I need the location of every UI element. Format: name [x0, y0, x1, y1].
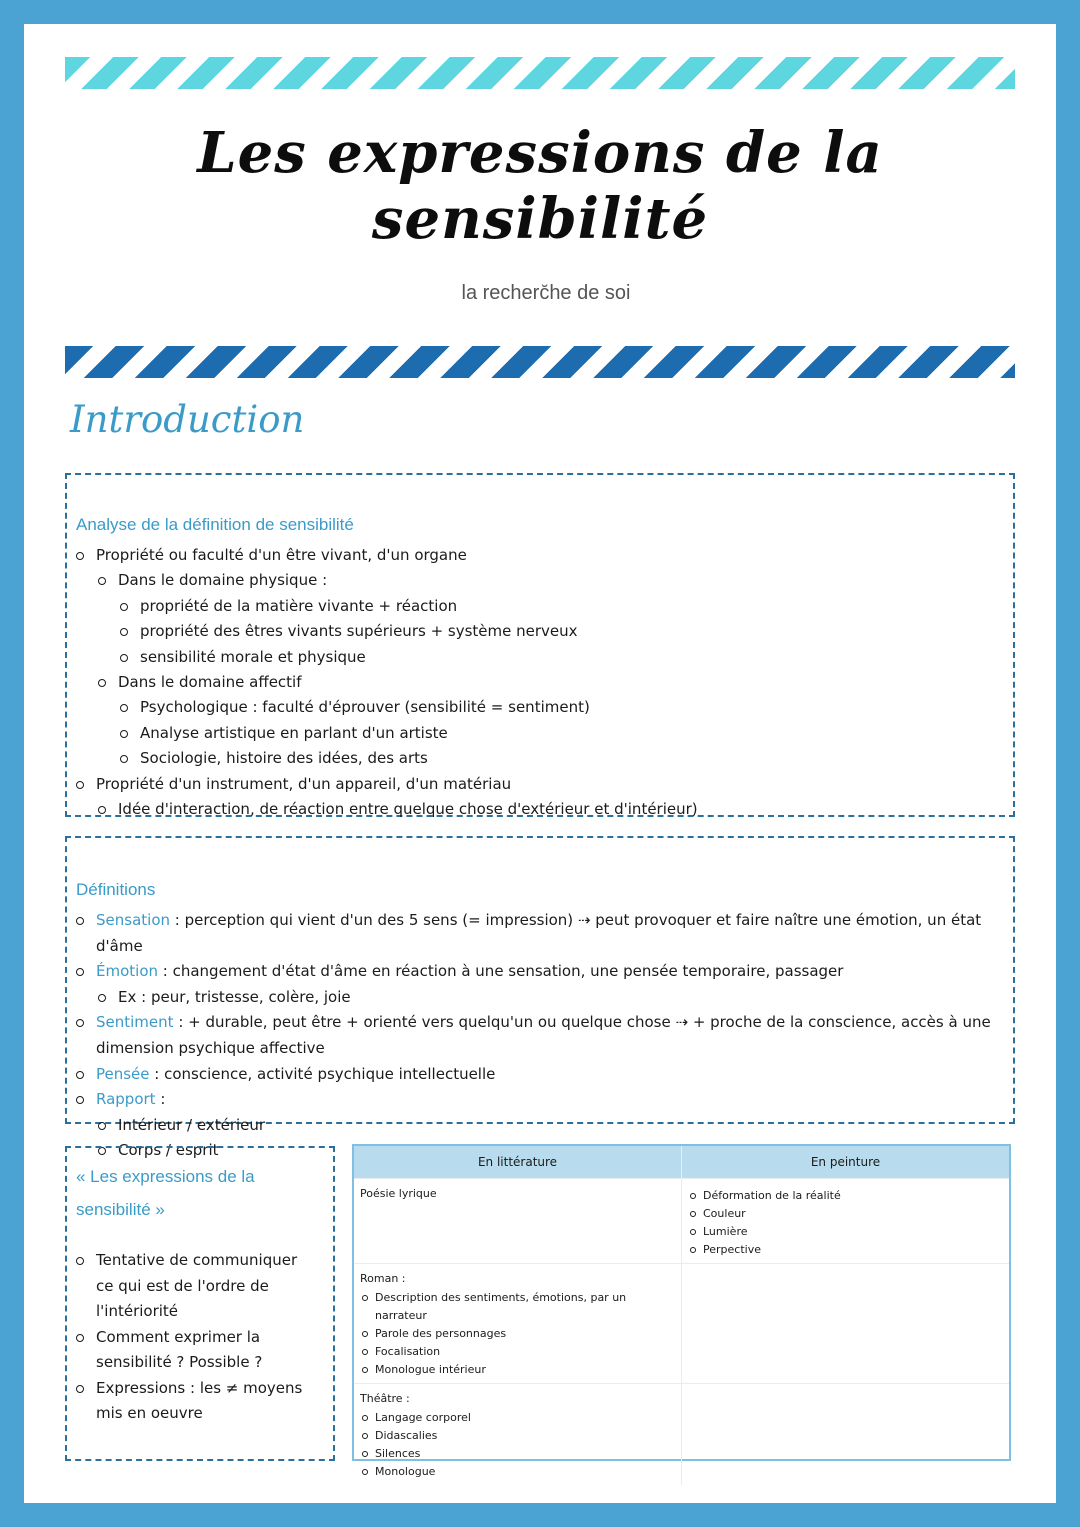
- page: [24, 24, 1056, 1503]
- table-cell-literature: [354, 1264, 682, 1384]
- cell-list-item: Monologue: [360, 1463, 675, 1481]
- list-item: [76, 908, 1001, 959]
- definition-text: Ex : peur, tristesse, colère, joie: [118, 987, 351, 1006]
- list-item: [76, 959, 1001, 985]
- cell-list-item: Perpective: [688, 1241, 1003, 1259]
- cell-list-item: Parole des personnages: [360, 1325, 675, 1343]
- definition-term: Pensée: [96, 1064, 150, 1083]
- decorative-stripe-top: [65, 57, 1015, 89]
- cell-list-item: Silences: [360, 1445, 675, 1463]
- cell-list-item: Couleur: [688, 1205, 1003, 1223]
- bullet-list: [76, 1248, 316, 1427]
- list-item: Psychologique : faculté d'éprouver (sensibilité = sentiment): [76, 695, 996, 720]
- table-header-painting: En peinture: [682, 1146, 1010, 1179]
- definition-text: :: [155, 1090, 166, 1109]
- definition-text: Corps / esprit: [118, 1141, 219, 1160]
- table-cell-painting: [682, 1264, 1010, 1384]
- list-item: Comment exprimer la sensibilité ? Possible ?: [76, 1325, 316, 1376]
- definition-text: Intérieur / extérieur: [118, 1115, 266, 1134]
- bullet-list: [76, 543, 996, 822]
- cell-list-item: Lumière: [688, 1223, 1003, 1241]
- definition-term: Émotion: [96, 962, 158, 981]
- table-cell-painting: [682, 1384, 1010, 1486]
- list-item: Expressions : les ≠ moyens mis en oeuvre: [76, 1376, 316, 1427]
- list-item: Sociologie, histoire des idées, des arts: [76, 746, 996, 771]
- list-item: Dans le domaine physique :: [76, 568, 996, 593]
- list-item: [76, 1087, 1001, 1113]
- list-item: [76, 1062, 1001, 1088]
- cell-list: [360, 1409, 675, 1481]
- cell-title: Roman :: [360, 1272, 406, 1285]
- box-title: « Les expressions de la sensibilité »: [76, 1167, 255, 1219]
- list-item: sensibilité morale et physique: [76, 645, 996, 670]
- definition-term: Sentiment: [96, 1013, 174, 1032]
- list-item: Propriété ou faculté d'un être vivant, d'un organe: [76, 543, 996, 568]
- definitions-box: [65, 836, 1015, 1160]
- decorative-stripe-middle: [65, 346, 1015, 378]
- list-item: [76, 985, 1001, 1011]
- page-subtitle: la recherc̆he de soi: [461, 282, 631, 304]
- cell-title: Poésie lyrique: [360, 1187, 437, 1200]
- bullet-list: [76, 908, 1001, 1164]
- list-item: Propriété d'un instrument, d'un appareil, d'un matériau: [76, 772, 996, 797]
- cell-title: Théâtre :: [360, 1392, 410, 1405]
- definition-text: : conscience, activité psychique intellectuelle: [149, 1064, 496, 1083]
- definition-text: : perception qui vient d'un des 5 sens (= impression) ⇢ peut provoquer et faire naître une émotion, un état d'âme: [96, 911, 982, 955]
- table-cell-painting: [682, 1179, 1010, 1264]
- expressions-box: [65, 1146, 335, 1461]
- table-row: [354, 1179, 1009, 1264]
- comparison-table: [352, 1144, 1011, 1478]
- cell-list-item: Description des sentiments, émotions, par un narrateur: [360, 1289, 675, 1325]
- table-header-literature: En littérature: [354, 1146, 682, 1179]
- page-title: Les expressions de la sensibilité: [197, 120, 883, 252]
- cell-list-item: Focalisation: [360, 1343, 675, 1361]
- cell-list-item: Didascalies: [360, 1427, 675, 1445]
- definition-term: Sensation: [96, 911, 170, 929]
- definition-analysis-box: [65, 473, 1015, 817]
- definition-term: Rapport: [96, 1090, 156, 1109]
- definition-text: : changement d'état d'âme en réaction à une sensation, une pensée temporaire, passager: [158, 962, 844, 981]
- cell-list: [688, 1187, 1003, 1259]
- cell-list-item: Langage corporel: [360, 1409, 675, 1427]
- table-row: [354, 1264, 1009, 1384]
- box-title: Définitions: [76, 880, 156, 899]
- list-item: Tentative de communiquer ce qui est de l'ordre de l'intériorité: [76, 1248, 316, 1325]
- table-cell-literature: [354, 1179, 682, 1264]
- table-row: [354, 1384, 1009, 1486]
- section-title: Introduction: [70, 398, 305, 441]
- cell-list-item: Monologue intérieur: [360, 1361, 675, 1379]
- list-item: propriété de la matière vivante + réaction: [76, 594, 996, 619]
- list-item: Analyse artistique en parlant d'un artiste: [76, 721, 996, 746]
- list-item: Dans le domaine affectif: [76, 670, 996, 695]
- box-title: Analyse de la définition de sensibilité: [76, 515, 354, 534]
- table-cell-literature: [354, 1384, 682, 1486]
- list-item: [76, 1010, 1001, 1061]
- list-item: propriété des êtres vivants supérieurs + système nerveux: [76, 619, 996, 644]
- cell-list-item: Déformation de la réalité: [688, 1187, 1003, 1205]
- list-item: [76, 1113, 1001, 1139]
- cell-list: [360, 1289, 675, 1379]
- list-item: Idée d'interaction, de réaction entre quelque chose d'extérieur et d'intérieur): [76, 797, 996, 822]
- definition-text: : + durable, peut être + orienté vers quelqu'un ou quelque chose ⇢ + proche de la conscience, accès à une dimension psychique affective: [96, 1013, 991, 1057]
